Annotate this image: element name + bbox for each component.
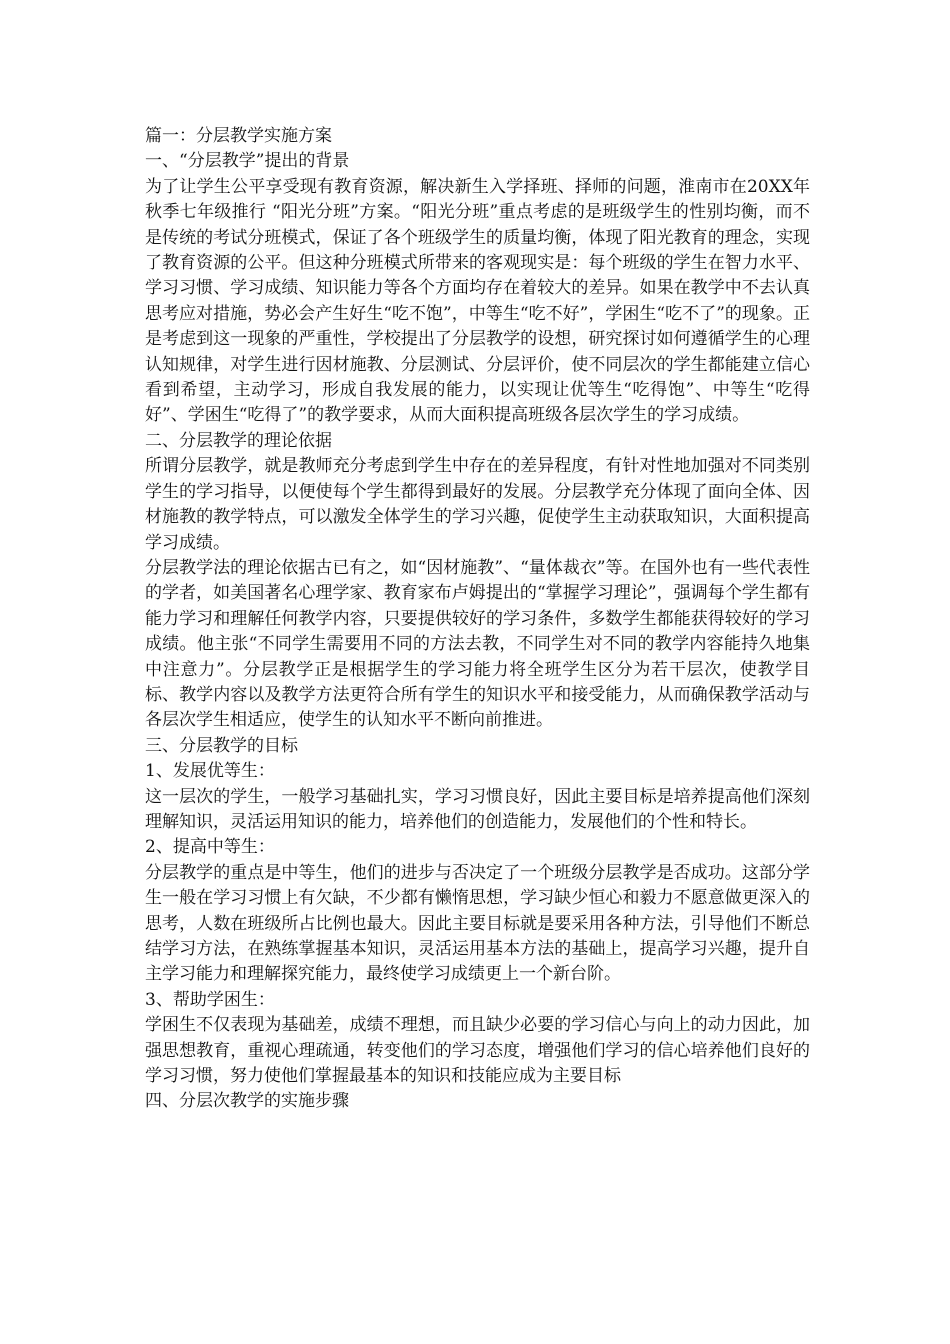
section-heading-background: 一、“分层教学”提出的背景 — [145, 151, 350, 172]
section-heading-goals: 三、分层教学的目标 — [145, 735, 298, 756]
paragraph-theory-1: 所谓分层教学，就是教师充分考虑到学生中存在的差异程度，有针对性地加强对不同类别学生的学习指导，以便使每个学生都得到最好的发展。分层教学充分体现了面向全体、因材施教的教学特点，可以激发全体学生的学习兴趣，促使学生主动获取知识，大面积提高学习成绩。 — [145, 456, 810, 553]
paragraph-middle-students: 分层教学的重点是中等生，他们的进步与否决定了一个班级分层教学是否成功。这部分学生一般在学习习惯上有欠缺，不少都有懒惰思想，学习缺少恒心和毅力不愿意做更深入的思考，人数在班级所占比例也最大。因此主要目标就是要采用各种方法，引导他们不断总结学习方法，在熟练掌握基本知识，灵活运用基本方法的基础上，提高学习兴趣，提升自主学习能力和理解探究能力，最终使学习成绩更上一个新台阶。 — [145, 862, 810, 985]
subheading-struggling-students: 3、帮助学困生： — [145, 989, 275, 1010]
paragraph-struggling-students: 学困生不仅表现为基础差，成绩不理想，而且缺少必要的学习信心与向上的动力因此，加强思想教育，重视心理疏通，转变他们的学习态度，增强他们学习的信心培养他们良好的学习习惯，努力使他们掌握最基本的知识和技能应成为主要目标 — [145, 1015, 810, 1087]
section-heading-theory: 二、分层教学的理论依据 — [145, 430, 332, 451]
paragraph-top-students: 这一层次的学生，一般学习基础扎实，学习习惯良好，因此主要目标是培养提高他们深刻理解知识，灵活运用知识的能力，培养他们的创造能力，发展他们的个性和特长。 — [145, 786, 810, 832]
document-body — [145, 124, 810, 1115]
paragraph-background: 为了让学生公平享受现有教育资源，解决新生入学择班、择师的问题，淮南市在20XX年秋季七年级推行 “阳光分班”方案。“阳光分班”重点考虑的是班级学生的性别均衡，而不是传统的考试分班模式，保证了各个班级学生的质量均衡，体现了阳光教育的理念，实现了教育资源的公平。但这种分班模式所带来的客观现实是：每个班级的学生在智力水平、学习习惯、学习成绩、知识能力等各个方面均存在着较大的差异。如果在教学中不去认真思考应对措施，势必会产生好生“吃不饱”，中等生“吃不好”，学困生“吃不了”的现象。正是考虑到这一现象的严重性，学校提出了分层教学的设想，研究探讨如何遵循学生的心理认知规律，对学生进行因材施教、分层测试、分层评价，使不同层次的学生都能建立信心看到希望，主动学习，形成自我发展的能力，以实现让优等生“吃得饱”、中等生“吃得好”、学困生“吃得了”的教学要求，从而大面积提高班级各层次学生的学习成绩。 — [145, 176, 810, 426]
document-title: 篇一：分层教学实施方案 — [145, 126, 332, 146]
subheading-top-students: 1、发展优等生： — [145, 761, 275, 782]
subheading-middle-students: 2、提高中等生： — [145, 837, 275, 858]
section-heading-steps: 四、分层次教学的实施步骤 — [145, 1091, 349, 1112]
paragraph-theory-2: 分层教学法的理论依据古已有之，如“因材施教”、“量体裁衣”等。在国外也有一些代表性的学者，如美国著名心理学家、教育家布卢姆提出的“掌握学习理论”，强调每个学生都有能力学习和理解任何教学内容，只要提供较好的学习条件，多数学生都能获得较好的学习成绩。他主张“不同学生需要用不同的方法去教，不同学生对不同的教学内容能持久地集中注意力”。分层教学正是根据学生的学习能力将全班学生区分为若干层次，使教学目标、教学内容以及教学方法更符合所有学生的知识水平和接受能力，从而确保教学活动与各层次学生相适应，使学生的认知水平不断向前推进。 — [145, 557, 810, 731]
